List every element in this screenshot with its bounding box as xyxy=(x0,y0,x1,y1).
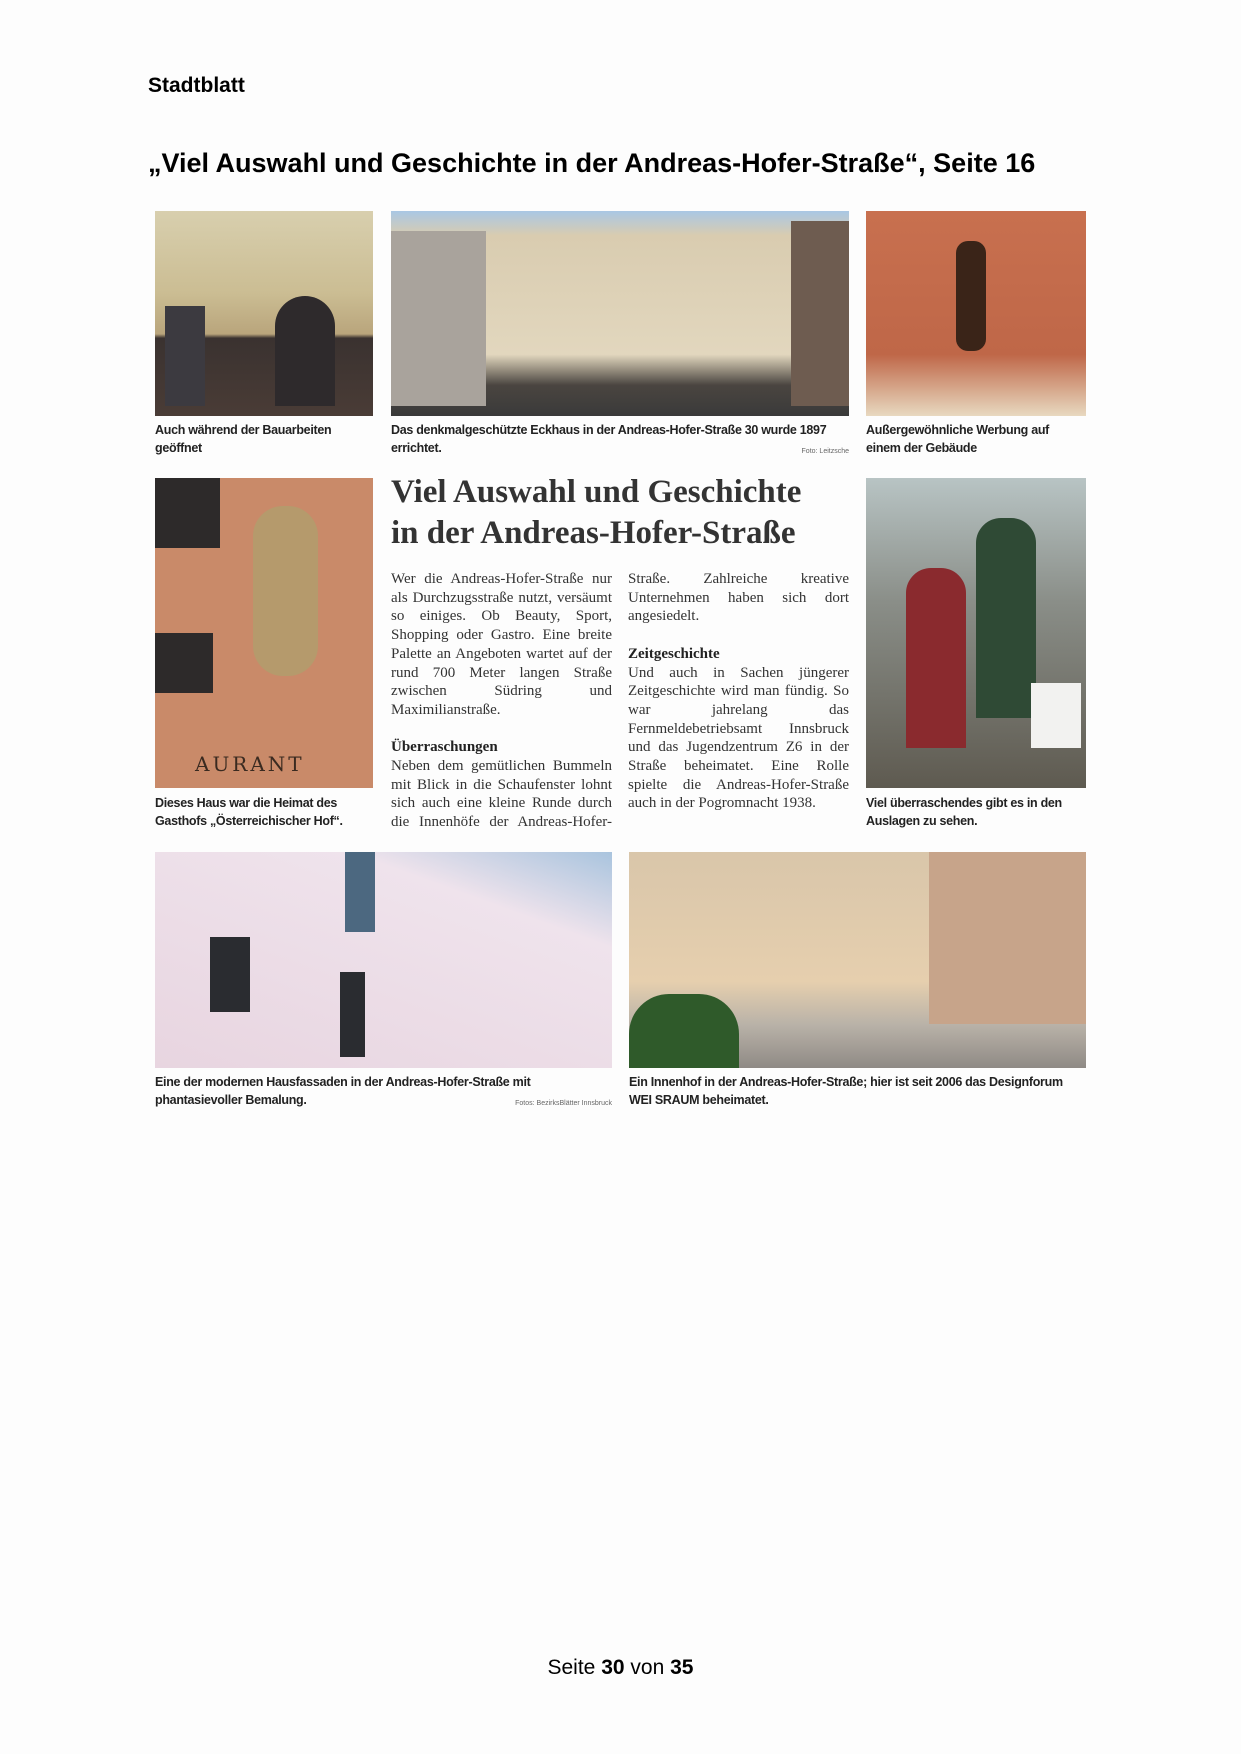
article-paragraph: Neben dem gemütlichen Bummeln mit Blick in die Schaufenster lohnt sich auch eine kleine Runde durch die Innenhöfe der Andreas-Hofer-Straße. Zahlreiche kreative Unternehmen haben sich dort angesiedelt. xyxy=(391,571,849,831)
caption-corner-building-block xyxy=(391,421,849,461)
caption-shop: Auch während der Bauarbeiten geöffnet xyxy=(155,423,332,455)
article-headline xyxy=(391,472,851,554)
restaurant-sign: AURANT xyxy=(195,752,305,776)
photo-courtyard xyxy=(629,852,1086,1068)
headline-line2: in der Andreas-Hofer-Straße xyxy=(391,515,796,551)
total-pages: 35 xyxy=(670,1656,694,1679)
photo-shop-corner xyxy=(155,211,373,416)
caption-painted-facade-block xyxy=(155,1073,612,1113)
caption-courtyard: Ein Innenhof in der Andreas-Hofer-Straße; hier ist seit 2006 das Designforum WEI SRAUM beheimatet. xyxy=(629,1075,1063,1107)
current-page: 30 xyxy=(601,1656,625,1679)
caption-shop-window: Viel überraschendes gibt es in den Auslagen zu sehen. xyxy=(866,796,1062,828)
article-body xyxy=(391,570,849,832)
caption-corner-building: Das denkmalgeschützte Eckhaus in der Andreas-Hofer-Straße 30 wurde 1897 errichtet. xyxy=(391,423,827,455)
caption-sign: Außergewöhnliche Werbung auf einem der Gebäude xyxy=(866,423,1050,455)
header-label: Stadtblatt xyxy=(148,74,245,97)
photo-credit: Fotos: BezirksBlätter Innsbruck xyxy=(515,1100,612,1107)
photo-mannequin-sign xyxy=(866,211,1086,416)
article-paragraph: Und auch in Sachen jüngerer Zeitgeschichte wird man fündig. So war jahrelang das Fernmeldebetriebsamt Innsbruck und das Jugendzentrum Z6 in der Straße beheimatet. Eine Rolle spielte die Andreas-Hofer-Straße auch in der Pogromnacht 1938. xyxy=(628,664,849,812)
caption-gasthof: Dieses Haus war die Heimat des Gasthofs „Österreichischer Hof“. xyxy=(155,796,343,828)
article-subheading: Zeitgeschichte xyxy=(628,645,720,662)
caption-painted-facade: Eine der modernen Hausfassaden in der Andreas-Hofer-Straße mit phantasievoller Bemalung. xyxy=(155,1075,531,1107)
photo-shop-window xyxy=(866,478,1086,788)
photo-corner-building xyxy=(391,211,849,416)
photo-credit: Foto: Leitzsche xyxy=(801,448,849,455)
page-number xyxy=(0,1656,1241,1680)
footer-prefix: Seite xyxy=(547,1656,596,1679)
article-subheading: Überraschungen xyxy=(391,739,498,756)
article-paragraph: Wer die Andreas-Hofer-Straße nur als Durchzugsstraße nutzt, versäumt so einiges. Ob Beauty, Sport, Shopping oder Gastro. Eine breite Palette an Angeboten wartet auf der rund 700 Meter langen Straße zwischen Südring und Maximilianstraße. xyxy=(391,571,612,718)
photo-painted-facade xyxy=(155,852,612,1068)
page-title: „Viel Auswahl und Geschichte in der Andreas-Hofer-Straße“, Seite 16 xyxy=(148,148,1036,178)
photo-gasthof-facade xyxy=(155,478,373,788)
headline-line1: Viel Auswahl und Geschichte xyxy=(391,474,802,510)
footer-mid: von xyxy=(630,1656,665,1679)
